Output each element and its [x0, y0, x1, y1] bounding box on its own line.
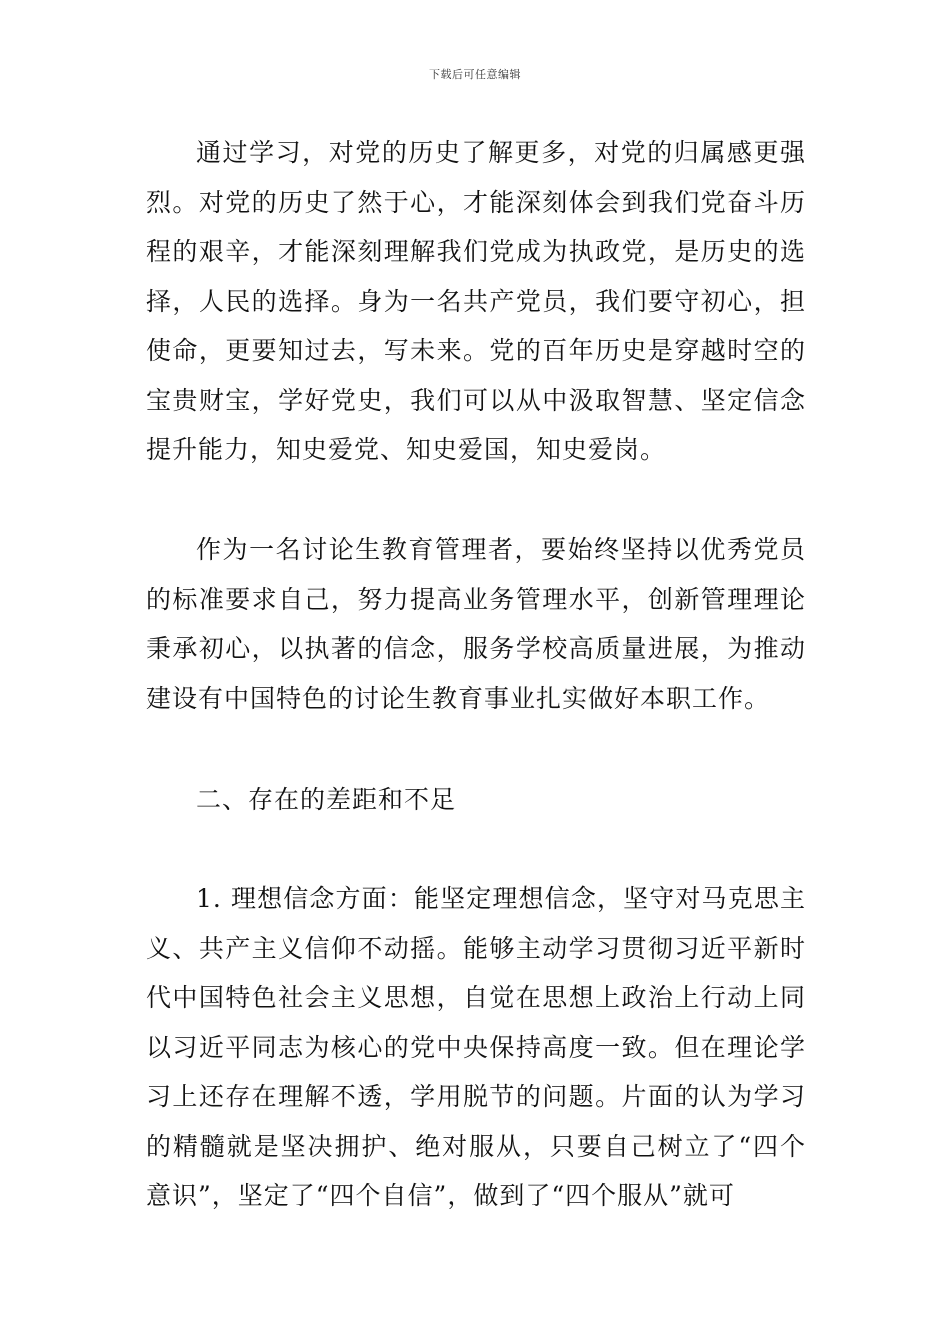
paragraph-manager-duty: 作为一名讨论生教育管理者，要始终坚持以优秀党员的标准要求自己，努力提高业务管理水平，创新管理理论秉承初心，以执著的信念，服务学校高质量进展，为推动建设有中国特色的讨论生教育事业扎实做好本职工作。 — [146, 535, 806, 713]
paragraph-ideals-beliefs: 1. 理想信念方面：能坚定理想信念，坚守对马克思主义、共产主义信仰不动摇。能够主动学习贯彻习近平新时代中国特色社会主义思想，自觉在思想上政治上行动上同以习近平同志为核心的党中央保持高度一致。但在理论学习上还存在理解不透，学用脱节的问题。片面的认为学习的精髓就是坚决拥护、绝对服从，只要自己树立了“四个意识”，坚定了“四个自信”，做到了“四个服从”就可 — [146, 884, 806, 1210]
section-heading-gaps: 二、存在的差距和不足 — [196, 785, 457, 814]
header-note: 下载后可任意编辑 — [429, 68, 521, 81]
paragraph-history-study: 通过学习，对党的历史了解更多，对党的归属感更强烈。对党的历史了然于心，才能深刻体会到我们党奋斗历程的艰辛，才能深刻理解我们党成为执政党，是历史的选择，人民的选择。身为一名共产党员，我们要守初心，担使命，更要知过去，写未来。党的百年历史是穿越时空的宝贵财宝，学好党史，我们可以从中汲取智慧、坚定信念提升能力，知史爱党、知史爱国，知史爱岗。 — [146, 138, 806, 464]
